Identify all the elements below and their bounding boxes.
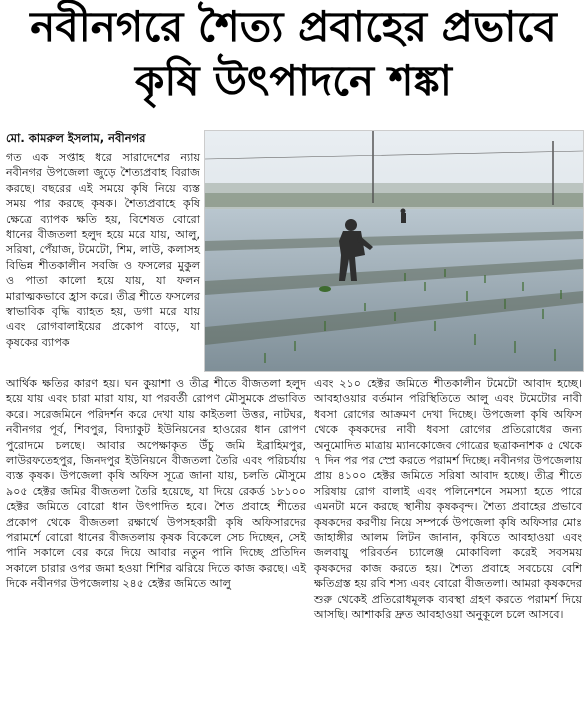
article-paragraph: আর্থিক ক্ষতির কারণ হয়। ঘন কুয়াশা ও তীব্র শীতে বীজতলা হলুদ হয়ে যায় এবং চারা মারা যায়, যা পরবর্তী রোপণ মৌসুমকে প্রভাবিত করে। সরেজমিনে পরিদর্শন করে দেখা যায় কাইতলা উত্তর, নাটঘর, নবীনগর পূর্ব, শিবপুর, বিদ্যাকুট ইউনিয়নের হাওরের ধান রোপণ পুরোদমে চলছে। আবার অপেক্ষাকৃত উঁচু জমি ইব্রাহিমপুর, লাউরফতেহপুর, জিনদপুর ইউনিয়নে বীজতলা তৈরি এবং পরিচর্যায় ব্যস্ত কৃষক। উপজেলা কৃষি অফিস সূত্রে জানা যায়, চলতি মৌসুমে ৯০৫ হেক্টর জমির বীজতলা তৈরি হয়েছে, যা দিয়ে রেকর্ড ১৮১০০ হেক্টর জমিতে বোরো ধান উৎপাদিত হবে। শৈত প্রবাহে শীতের প্রকোপ থেকে বীজতলা রক্ষার্থে উপসহকারী কৃষি অফিসারদের পরামর্শে বোরো ধানের বীজতলায় কৃষক বিকেলে সেচ দিচ্ছেন, সেই পানি সকালে বের করে দিয়ে আবার নতুন পানি দিচ্ছে প্রতিদিন সকালে চারার ওপর জমা হওয়া শিশির ঝরিয়ে দিতে কাজ করছে। এই দিকে নবীনগর উপজেলায় ২৪৫ হেক্টর জমিতে আলু bbox=[6, 377, 306, 591]
headline-line-2: কৃষি উৎপাদনে শঙ্কা bbox=[135, 56, 452, 106]
article-paragraph: এবং ২১০ হেক্টর জমিতে শীতকালীন টমেটো আবাদ হচ্ছে। আবহাওয়ার বর্তমান পরিস্থিতিতে আলু এবং টমেটোর নাবী ধবসা রোগের আক্রমণ দেখা দিচ্ছে। উপজেলা কৃষি অফিস থেকে কৃষকদের নাবী ধবসা রোগের প্রতিরোধের জন্য অনুমোদিত মাত্রায় ম্যানকোজেব গোত্রের ছত্রাকনাশক ৫ থেকে ৭ দিন পর পর স্প্রে করতে পরামর্শ দিচ্ছে। নবীনগর উপজেলায় প্রায় ৪১০০ হেক্টর জমিতে সরিষা আবাদ হচ্ছে। তীব্র শীতে সরিষায় রোগ বালাই এবং পলিনেশনে সমস্যা হতে পারে এমনটা মনে করছে স্থানীয় কৃষকবৃন্দ। শৈত্য প্রবাহের প্রভাবে কৃষকদের করণীয় নিয়ে সম্পর্কে উপজেলা কৃষি অফিসার মোঃ জাহাঙ্গীর আলম লিটন জানান, কৃষিতে আবহাওয়া এবং জলবায়ু পরিবর্তন চ্যালেঞ্জ মোকাবিলা করেই সবসময় কৃষকদের কাজ করতে হয়। শৈত্য প্রবাহে সবচেয়ে বেশি ক্ষতিগ্রস্ত হয় রবি শস্য এবং বোরো বীজতলা। আমরা কৃষকদের শুরু থেকেই প্রতিরোধমূলক ব্যবস্থা গ্রহণ করতে পরামর্শ দিয়ে আসছি। আশাকরি দ্রুত আবহাওয়া অনুকূলে চলে আসবে। bbox=[314, 377, 582, 622]
headline-line-1: নবীনগরে শৈত্য প্রবাহের প্রভাবে bbox=[30, 2, 557, 51]
article-paragraph: গত এক সপ্তাহ ধরে সারাদেশের ন্যায় নবীনগর উপজেলা জুড়ে শৈত্যপ্রবাহ বিরাজ করছে। বছরের এই সময়ে কৃষি নিয়ে ব্যস্ত সময় পার করছে কৃষক। শৈত্যপ্রবাহে কৃষি ক্ষেত্রে ব্যাপক ক্ষতি হয়, বিশেষত বোরো ধানের বীজতলা হলুদ হয়ে মরে যায়, আলু, সরিষা, পেঁয়াজ, টমেটো, শিম, লাউ, কলাসহ বিভিন্ন শীতকালীন সবজি ও ফসলের মুকুল ও পাতা কালো হয়ে যায়, যা ফলন মারাত্মকভাবে হ্রাস করে। তীব্র শীতে ফসলের স্বাভাবিক বৃদ্ধি ব্যাহত হয়, ডগা মরে যায় এবং রোগবালাইয়ের প্রকোপ বাড়ে, যা কৃষকের ব্যাপক bbox=[6, 151, 200, 349]
article-bottom-left-column bbox=[6, 376, 306, 592]
headline bbox=[0, 4, 587, 104]
article-left-column bbox=[6, 150, 200, 350]
byline: মো. কামরুল ইসলাম, নবীনগর bbox=[6, 131, 146, 145]
farmers-in-field-photo bbox=[204, 130, 584, 372]
article-right-column bbox=[314, 376, 582, 623]
field-photo-illustration bbox=[205, 131, 583, 371]
